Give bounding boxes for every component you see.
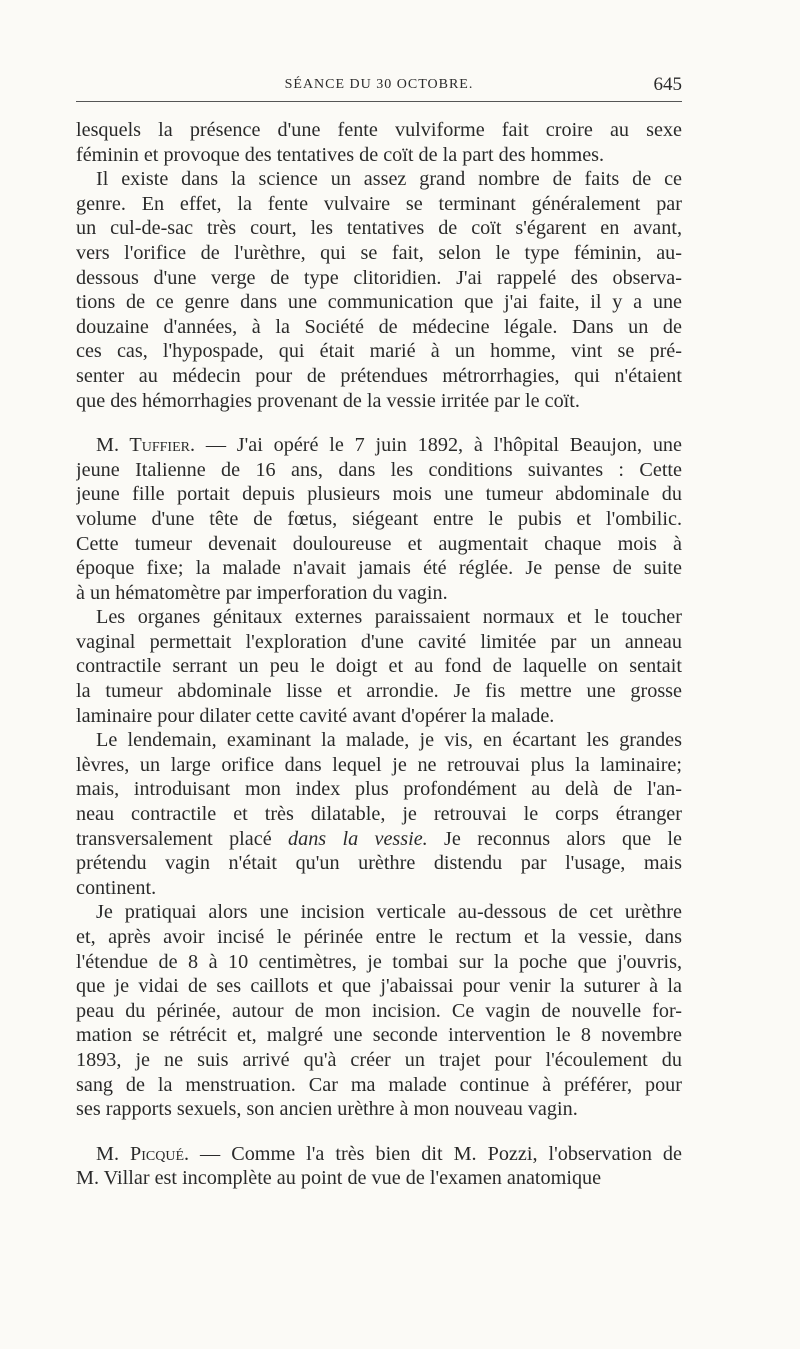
text-line: Cette tumeur devenait douloureuse et augmentait chaque mois à — [76, 532, 682, 555]
text-line: contractile serrant un peu le doigt et au fond de laquelle on sentait — [76, 655, 682, 678]
italic-phrase: dans la vessie. — [288, 827, 428, 850]
text-line: à un hématomètre par imperforation du vagin. — [76, 581, 448, 604]
text-line: vaginal permettait l'exploration d'une cavité limitée par un anneau — [76, 630, 682, 653]
text-line: prétendu vagin n'était qu'un urèthre distendu par l'usage, mais — [76, 852, 682, 875]
speaker-name: M. Picqué. — [96, 1142, 190, 1165]
page-number: 645 — [653, 74, 682, 95]
paragraph — [76, 433, 682, 605]
text-line: l'étendue de 8 à 10 centimètres, je tombai sur la poche que j'ouvris, — [76, 950, 682, 973]
paragraph-gap — [76, 413, 682, 433]
text-line: neau contractile et très dilatable, je retrouvai le corps étranger — [76, 803, 682, 826]
text-line: sang de la menstruation. Car ma malade continue à préférer, pour — [76, 1073, 682, 1096]
header-rule — [76, 101, 682, 102]
text-line: volume d'une tête de fœtus, siégeant entre le pubis et l'ombilic. — [76, 507, 682, 530]
text-line: peau du périnée, autour de mon incision. Ce vagin de nouvelle for- — [76, 999, 682, 1022]
paragraph-gap — [76, 1122, 682, 1142]
page-body — [76, 118, 682, 1191]
text-line: jeune fille portait depuis plusieurs mois une tumeur abdominale du — [76, 483, 682, 506]
paragraph — [76, 605, 682, 728]
text-line: genre. En effet, la fente vulvaire se terminant généralement par — [76, 192, 682, 215]
text-line: féminin et provoque des tentatives de coït de la part des hommes. — [76, 143, 605, 166]
text-line: M. Picqué. — Comme l'a très bien dit M. Pozzi, l'observation de — [96, 1142, 682, 1165]
text-line: vers l'orifice de l'urèthre, qui se fait, selon le type féminin, au- — [76, 241, 682, 264]
text-line: ces cas, l'hypospade, qui était marié à un homme, vint se pré- — [76, 340, 682, 363]
text-line: et, après avoir incisé le périnée entre le rectum et la vessie, dans — [76, 926, 682, 948]
text-line: la tumeur abdominale lisse et arrondie. Je fis mettre une grosse — [76, 680, 682, 703]
paragraph — [76, 167, 682, 413]
text-line: jeune Italienne de 16 ans, dans les conditions suivantes : Cette — [76, 458, 682, 481]
text-line: époque fixe; la malade n'avait jamais été réglée. Je pense de suite — [76, 557, 682, 580]
text-line: Le lendemain, examinant la malade, je vis, en écartant les grandes — [96, 729, 682, 752]
text-line: continent. — [76, 876, 157, 899]
running-header — [76, 74, 682, 98]
text-line: douzaine d'années, à la Société de médecine légale. Dans un de — [76, 315, 682, 338]
text-line: M. Villar est incomplète au point de vue de l'examen anatomique — [76, 1167, 602, 1190]
text-line: Il existe dans la science un assez grand nombre de faits de ce — [96, 168, 682, 191]
paragraph — [76, 728, 682, 900]
paragraph — [76, 118, 682, 167]
text-line: lesquels la présence d'une fente vulviforme fait croire au sexe — [76, 119, 682, 141]
text-line: lèvres, un large orifice dans lequel je ne retrouvai plus la laminaire; — [76, 753, 682, 776]
text-line: un cul-de-sac très court, les tentatives de coït s'égarent en avant, — [76, 217, 682, 240]
text-line: ses rapports sexuels, son ancien urèthre à mon nouveau vagin. — [76, 1098, 578, 1121]
text-line: 1893, je ne suis arrivé qu'à créer un trajet pour l'écoulement du — [76, 1048, 682, 1071]
text-line: mation se rétrécit et, malgré une seconde intervention le 8 novembre — [76, 1024, 682, 1047]
running-title: SÉANCE DU 30 OCTOBRE. — [284, 77, 474, 92]
paragraph — [76, 900, 682, 1121]
text-line: tions de ce genre dans une communication que j'ai faite, il y a une — [76, 291, 682, 314]
paragraph — [76, 1142, 682, 1191]
text-line: transversalement placé dans la vessie. Je reconnus alors que le — [76, 827, 682, 850]
speaker-name: M. Tuffier. — [96, 434, 196, 457]
text-line: dessous d'une verge de type clitoridien. J'ai rappelé des observa- — [76, 266, 682, 289]
text-line: que je vidai de ses caillots et que j'abaissai pour venir la suturer à la — [76, 975, 682, 998]
text-line: senter au médecin pour de prétendues métrorrhagies, qui n'étaient — [76, 364, 682, 387]
text-line: M. Tuffier. — J'ai opéré le 7 juin 1892, à l'hôpital Beaujon, une — [96, 434, 682, 457]
text-line: que des hémorrhagies provenant de la vessie irritée par le coït. — [76, 389, 580, 412]
text-line: Les organes génitaux externes paraissaient normaux et le toucher — [96, 606, 682, 629]
text-line: laminaire pour dilater cette cavité avant d'opérer la malade. — [76, 704, 555, 727]
text-line: mais, introduisant mon index plus profondément au delà de l'an- — [76, 778, 682, 801]
text-line: Je pratiquai alors une incision verticale au-dessous de cet urèthre — [96, 901, 682, 924]
